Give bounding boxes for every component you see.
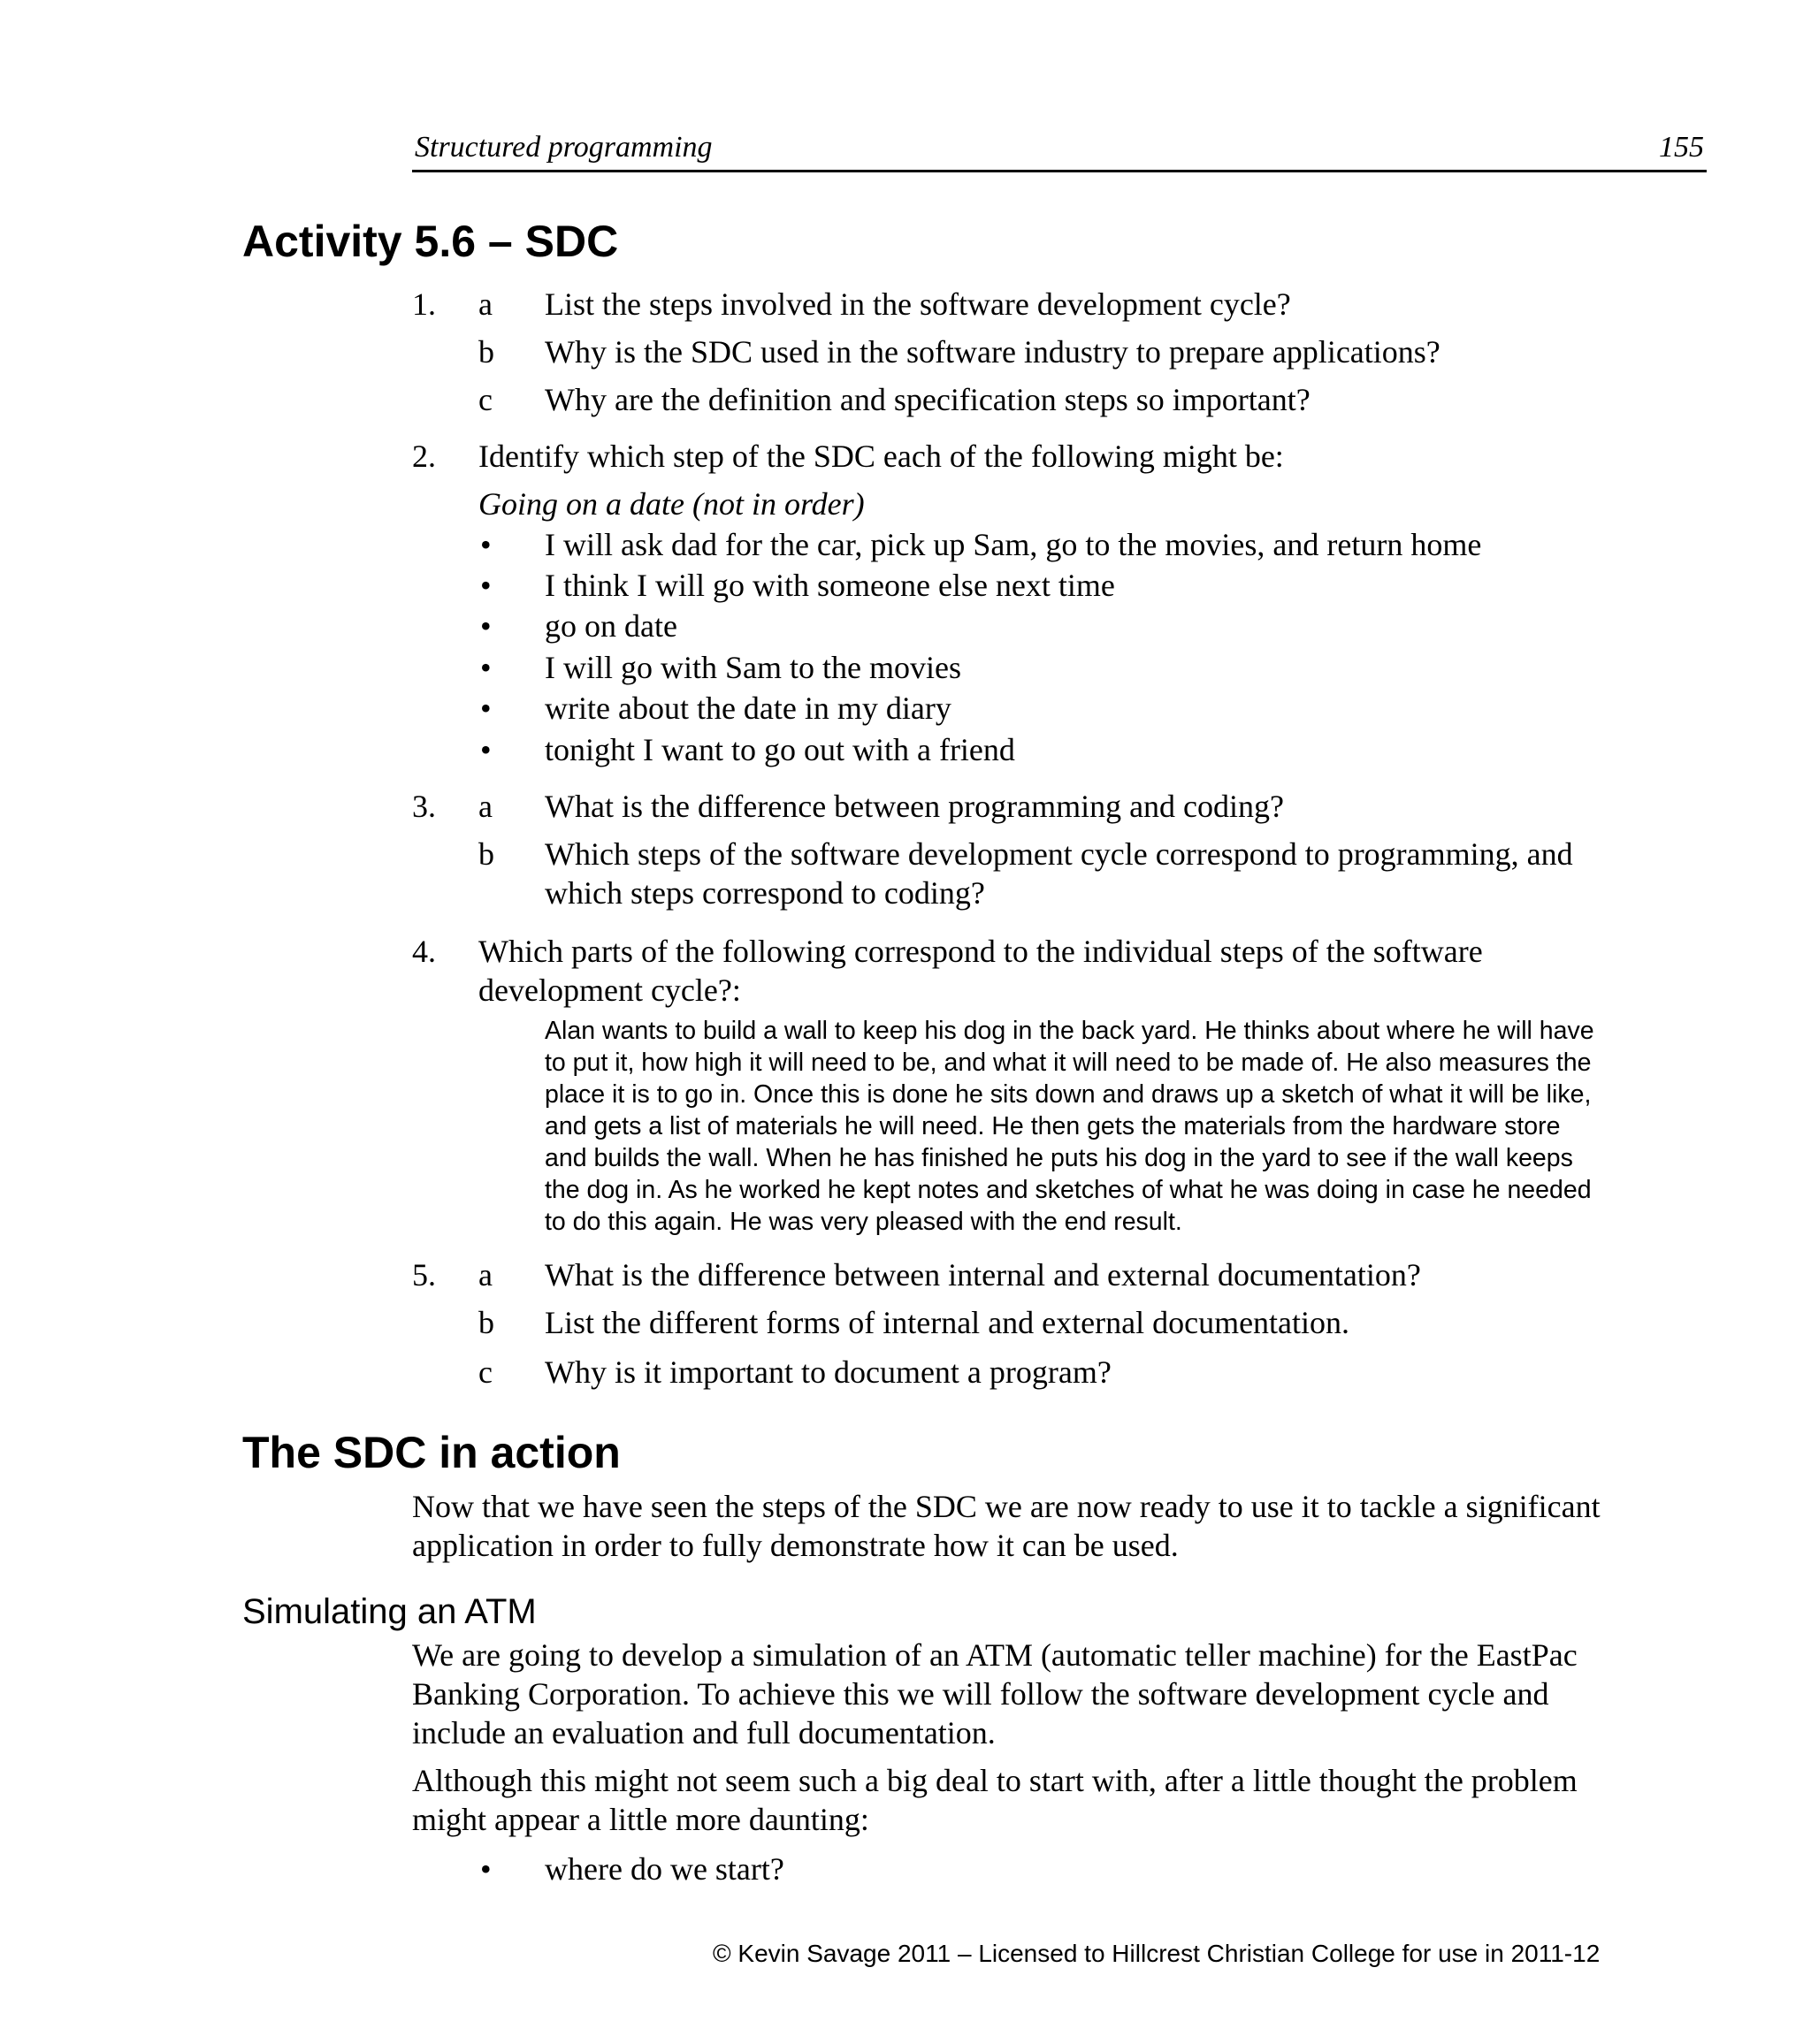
passage-line: Alan wants to build a wall to keep his dog in the back yard. He thinks about where he will have (545, 1017, 1594, 1045)
q2-item: go on date (545, 608, 677, 644)
q5a-text: What is the difference between internal and external documentation? (545, 1257, 1421, 1293)
q1a-label: a (478, 286, 493, 322)
q4-number: 4. (412, 934, 436, 969)
activity-heading: Activity 5.6 – SDC (242, 217, 619, 266)
passage-line: to put it, how high it will need to be, and what it will need to be made of. He also measures the (545, 1049, 1592, 1077)
q3b-text-line1: Which steps of the software development cycle correspond to programming, and (545, 836, 1573, 872)
passage-line: and builds the wall. When he has finished he puts his dog in the yard to see if the wall keeps (545, 1144, 1573, 1172)
q2-item: tonight I want to go out with a friend (545, 732, 1015, 767)
q4-passage (545, 1015, 1694, 1238)
q2-number: 2. (412, 439, 436, 474)
sdc-action-heading: The SDC in action (242, 1428, 621, 1477)
q1b-text: Why is the SDC used in the software industry to prepare applications? (545, 334, 1440, 370)
q5c-text: Why is it important to document a program? (545, 1354, 1112, 1390)
bullet-icon: • (480, 1851, 492, 1887)
atm-p1-line2: Banking Corporation. To achieve this we will follow the software development cycle and (412, 1676, 1549, 1712)
passage-line: to do this again. He was very pleased with the end result. (545, 1208, 1182, 1236)
q3a-label: a (478, 789, 493, 824)
q4-text-line2: development cycle?: (478, 972, 741, 1008)
passage-line: the dog in. As he worked he kept notes and sketches of what he was doing in case he needed (545, 1176, 1592, 1204)
q1b-label: b (478, 334, 494, 370)
q5b-label: b (478, 1305, 494, 1340)
passage-line: and gets a list of materials he will need. He then gets the materials from the hardware store (545, 1112, 1561, 1140)
page-header (412, 124, 1707, 172)
q5c-label: c (478, 1354, 493, 1390)
q1-number: 1. (412, 286, 436, 322)
q2-item: I will go with Sam to the movies (545, 650, 961, 685)
passage-line: place it is to go in. Once this is done he sits down and draws up a sketch of what it will be like, (545, 1080, 1592, 1109)
q3-number: 3. (412, 789, 436, 824)
q2-item: I think I will go with someone else next time (545, 568, 1115, 603)
q5-number: 5. (412, 1257, 436, 1293)
q2-subtitle: Going on a date (not in order) (478, 486, 865, 522)
q2-text: Identify which step of the SDC each of the following might be: (478, 439, 1284, 474)
atm-p2-line1: Although this might not seem such a big deal to start with, after a little thought the problem (412, 1763, 1578, 1798)
q5b-text: List the different forms of internal and external documentation. (545, 1305, 1350, 1340)
q1c-text: Why are the definition and specification steps so important? (545, 382, 1310, 417)
q1a-text: List the steps involved in the software development cycle? (545, 286, 1291, 322)
q3b-text-line2: which steps correspond to coding? (545, 875, 985, 911)
bullet-icon: • (480, 527, 492, 562)
q2-item: write about the date in my diary (545, 690, 951, 726)
bullet-icon: • (480, 608, 492, 644)
atm-heading: Simulating an ATM (242, 1592, 537, 1631)
sdc-action-text-line2: application in order to fully demonstrate how it can be used. (412, 1528, 1179, 1563)
bullet-icon: • (480, 650, 492, 685)
q4-text-line1: Which parts of the following correspond to the individual steps of the software (478, 934, 1483, 969)
bullet-icon: • (480, 690, 492, 726)
q2-item: I will ask dad for the car, pick up Sam, go to the movies, and return home (545, 527, 1482, 562)
q1c-label: c (478, 382, 493, 417)
bullet-icon: • (480, 732, 492, 767)
atm-p2-line2: might appear a little more daunting: (412, 1802, 869, 1837)
q3b-label: b (478, 836, 494, 872)
copyright-footer: © Kevin Savage 2011 – Licensed to Hillcrest Christian College for use in 2011-12 (713, 1940, 1601, 1967)
atm-p1-line3: include an evaluation and full documentation. (412, 1715, 996, 1750)
atm-p1-line1: We are going to develop a simulation of an ATM (automatic teller machine) for the EastPac (412, 1637, 1578, 1673)
bullet-icon: • (480, 568, 492, 603)
page-number: 155 (1659, 131, 1704, 164)
atm-bullet: where do we start? (545, 1851, 784, 1887)
q3a-text: What is the difference between programming and coding? (545, 789, 1285, 824)
q5a-label: a (478, 1257, 493, 1293)
sdc-action-text-line1: Now that we have seen the steps of the SDC we are now ready to use it to tackle a significant (412, 1489, 1601, 1524)
running-title: Structured programming (415, 131, 713, 164)
